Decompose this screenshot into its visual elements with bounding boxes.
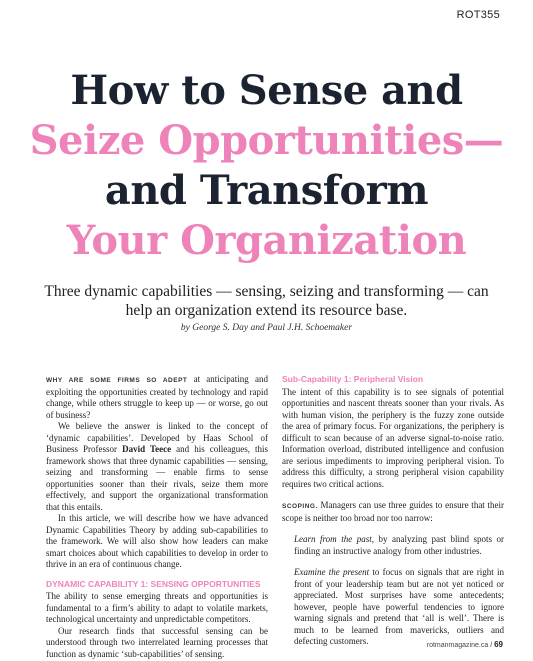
page-number: 69 <box>494 640 503 649</box>
learn-past-text: , by analyzing past blind spots or finding an instructive analogy from other industries. <box>294 534 504 556</box>
scoping-paragraph <box>282 500 504 524</box>
paragraph-3: In this article, we will describe how we have advanced Dynamic Capabilities Theory by adding sub-capabilities to the framework. We will also show how leaders can make smart choices about which capabilities to develop in order to thrive in an era of continuous change. <box>46 513 268 569</box>
section-heading-sensing: DYNAMIC CAPABILITY 1: SENSING OPPORTUNITIES <box>46 578 261 589</box>
article-subtitle: Three dynamic capabilities — sensing, seizing and transforming — can help an organization extend its resource base. <box>44 283 489 319</box>
article-code: ROT355 <box>456 9 500 21</box>
paragraph-2 <box>46 421 268 513</box>
paragraph-4: The ability to sense emerging threats and opportunities is fundamental to a firm’s ability to adapt to volatile markets, technological uncertainty and unpredictable competitors. <box>46 591 268 624</box>
intro-paragraph <box>46 374 268 421</box>
paragraph-2-pre: We believe the answer is linked to the concept of ‘dynamic capabilities’. Developed by Haas School of Business Professor <box>46 421 268 454</box>
scoping-text: Managers can use three guides to ensure that their scope is neither too broad nor too narrow: <box>282 500 504 523</box>
article-title <box>0 66 533 266</box>
title-line-3: and Transform <box>104 167 429 214</box>
paragraph-2-post: and his colleagues, this framework shows that three dynamic capabilities — sensing, seizing and transforming — enable firms to sense opportunities sooner than their rivals, seize them more effectively, and support the organizational transformation that this entails. <box>46 444 269 512</box>
examine-present-item <box>282 567 504 648</box>
footer-separator: / <box>488 642 495 649</box>
learn-past-em: Learn from the past <box>294 534 372 544</box>
examine-present-text: to focus on signals that are right in front of your leadership team but are not yet noticed or appreciated. Most surprises have some antecedents; however, people have powerful tendencies to ignore warning signals and pretend that ‘all is well’. There is much to be learned from mavericks, outliers and defecting customers. <box>294 567 504 646</box>
title-line-2: Seize Opportunities— <box>29 117 504 164</box>
sub-heading-peripheral-vision: Sub-Capability 1: Peripheral Vision <box>282 374 424 384</box>
title-line-4: Your Organization <box>66 217 467 264</box>
footer-site: rotmanmagazine.ca <box>426 642 489 649</box>
scoping-lead: SCOPING. <box>282 503 318 510</box>
title-line-1: How to Sense and <box>70 67 463 114</box>
byline: by George S. Day and Paul J.H. Schoemaker <box>180 323 353 333</box>
page-footer <box>427 640 503 649</box>
intro-text: at anticipating and exploiting the opportunities created by technology and rapid change, while others struggle to keep up — or worse, go out of business? <box>46 374 268 420</box>
peripheral-paragraph: The intent of this capability is to see signals of potential opportunities and nascent threats sooner than your rivals. As with human vision, the periphery is the fuzzy zone outside the area of primary focus. For organizations, the periphery is difficult to scan because of an adverse signal-to-noise ratio. Information overload, distributed intelligence and confusion are serious impediments to improving peripheral vision. To address this difficulty, a strong peripheral vision capability requires two critical actions. <box>282 386 504 489</box>
right-column <box>282 374 504 648</box>
left-column <box>46 374 268 660</box>
paragraph-5: Our research finds that successful sensing can be understood through two interrelated learning processes that function as dynamic ‘sub-capabilities’ of sensing. <box>46 625 268 659</box>
lead-in: WHY ARE SOME FIRMS SO ADEPT <box>46 377 188 384</box>
examine-present-em: Examine the present <box>294 567 370 577</box>
learn-past-item <box>282 534 504 557</box>
author-name: David Teece <box>122 444 172 454</box>
